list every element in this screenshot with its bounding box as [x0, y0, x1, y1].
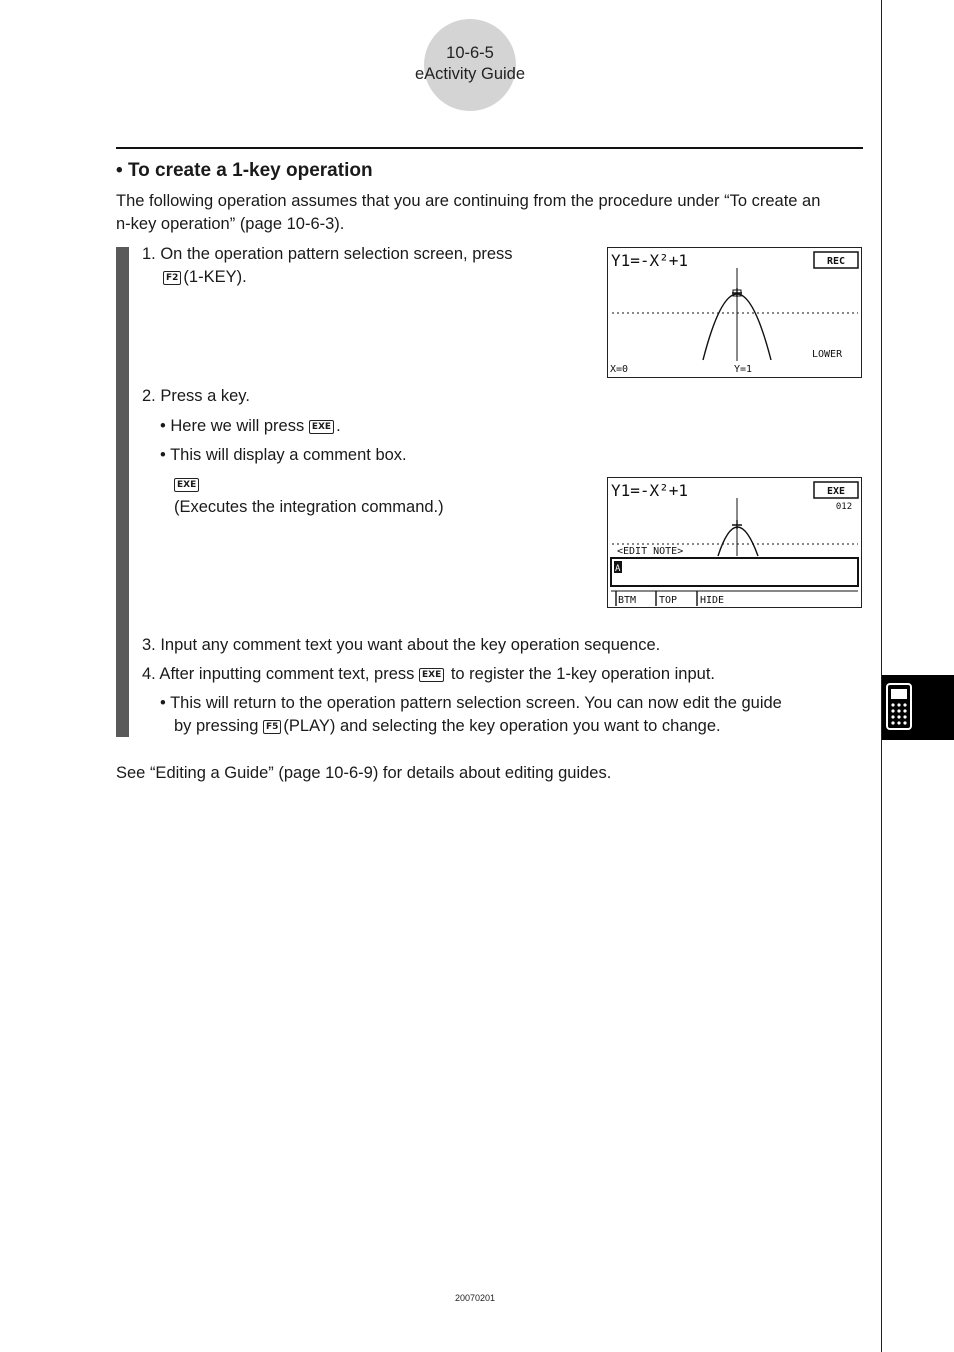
- step-4-bullet-line-2: [174, 715, 721, 738]
- screen-2-counter: 012: [835, 502, 853, 512]
- screen-1-mode: LOWER: [812, 349, 843, 360]
- section-title: [116, 160, 373, 182]
- step-4-bullet-line-1: • This will return to the operation pattern selection screen. You can now edit the guide: [160, 694, 782, 712]
- step-4-bullet-pre: by pressing: [174, 717, 259, 735]
- chapter-tab: [882, 675, 954, 740]
- f5-key-icon: F5: [263, 720, 281, 734]
- exe-key-icon: EXE: [419, 668, 444, 682]
- screen-1-graph: [608, 248, 861, 377]
- screen-2-function: Y1=-X²+1: [611, 481, 689, 500]
- screen-2-cursor: A: [615, 564, 621, 574]
- step-2-key-line: [174, 473, 201, 496]
- calculator-screen-2: [607, 477, 862, 608]
- calculator-screen-1: [607, 247, 862, 378]
- step-4-post: to register the 1-key operation input.: [450, 665, 715, 683]
- screen-2-graph: [608, 478, 861, 607]
- step-4-pre: 4. After inputting comment text, press: [142, 665, 415, 683]
- step-3-text: 3. Input any comment text you want about the key operation sequence.: [142, 636, 661, 654]
- exe-key-icon: EXE: [174, 478, 199, 492]
- screen-1-function: Y1=-X²+1: [611, 251, 689, 270]
- screen-1-x-value: X=0: [610, 364, 629, 375]
- step-4-text: [142, 663, 715, 686]
- screen-1-y-value: Y=1: [734, 364, 753, 375]
- bullet-1-text: • Here we will press: [160, 417, 305, 435]
- step-4-bullet-post: (PLAY) and selecting the key operation you want to change.: [283, 717, 721, 735]
- see-also-text: See “Editing a Guide” (page 10-6-9) for details about editing guides.: [116, 764, 612, 782]
- step-2-note: (Executes the integration command.): [174, 498, 444, 516]
- title-bullet: •: [116, 160, 123, 181]
- exe-key-icon: EXE: [309, 420, 334, 434]
- procedure-bar: [116, 247, 129, 737]
- screen-2-edit-note: <EDIT NOTE>: [617, 546, 684, 557]
- step-1-continuation: [163, 266, 247, 289]
- section-name: eActivity Guide: [414, 65, 526, 83]
- bullet-1-period: .: [336, 417, 341, 435]
- f2-key-icon: F2: [163, 271, 181, 285]
- screen-1-rec-badge: REC: [826, 256, 846, 267]
- step-2-bullet-2: • This will display a comment box.: [160, 446, 407, 464]
- footer-code: 20070201: [454, 1293, 496, 1303]
- calculator-icon: [882, 675, 954, 740]
- screen-2-exe-badge: EXE: [826, 486, 846, 497]
- intro-paragraph: The following operation assumes that you are continuing from the procedure under “To create an n-key operation” (page 10-6-3).: [116, 192, 821, 233]
- step-2-text: 2. Press a key.: [142, 387, 250, 405]
- title-text: To create a 1-key operation: [127, 160, 373, 181]
- step-1-text: 1. On the operation pattern selection screen, press: [142, 245, 513, 263]
- screen-2-menu-hide: HIDE: [700, 595, 725, 606]
- screen-2-menu-top: TOP: [659, 595, 678, 606]
- page-number: 10-6-5: [446, 44, 494, 62]
- step-2-bullet-1: [160, 415, 341, 438]
- screen-2-menu-btm: BTM: [618, 595, 637, 606]
- section-divider: [116, 147, 863, 149]
- step-1-label: (1-KEY).: [183, 268, 247, 286]
